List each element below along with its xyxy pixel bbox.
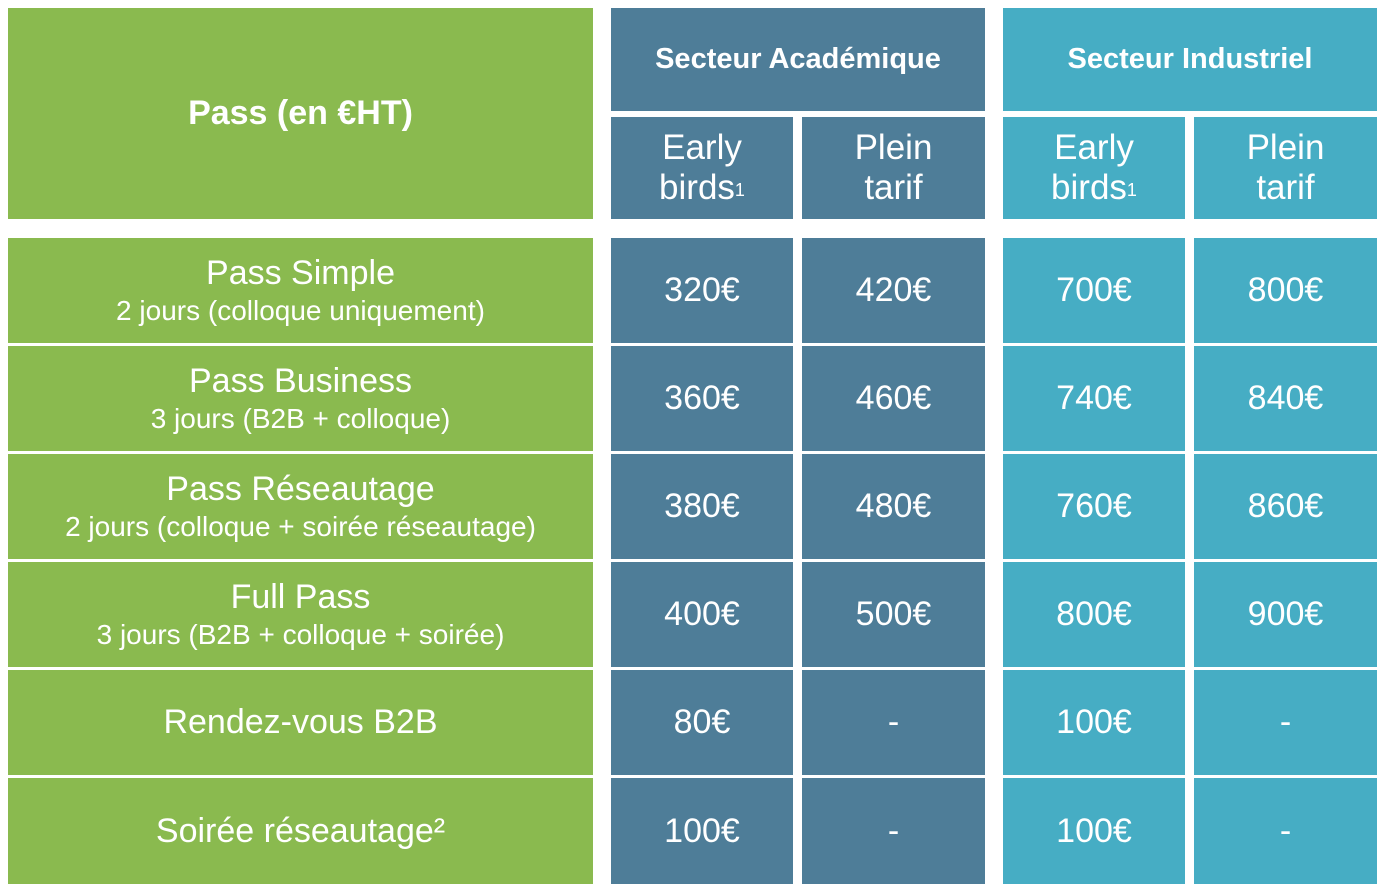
sector-industrial-label: Secteur Industriel (1067, 43, 1313, 75)
rendez-vous-b2b-industrial-early-price (1003, 670, 1185, 775)
academic-early-line2-wrap (659, 168, 745, 208)
pass-business-label-cell (8, 346, 593, 451)
industrial-early-birds-header (1003, 117, 1185, 219)
academic-early-line2: birds (659, 168, 735, 207)
pass-simple-label-cell (8, 238, 593, 343)
price-value: 380€ (664, 487, 740, 525)
price-value: 400€ (664, 595, 740, 633)
price-value: - (1279, 811, 1292, 850)
sector-industrial-header (1003, 8, 1377, 111)
price-value: 80€ (673, 703, 731, 741)
pass-business-academic-full-price (802, 346, 985, 451)
industrial-early-line2-wrap (1051, 168, 1137, 208)
price-value: 100€ (664, 811, 740, 850)
full-pass-desc: 3 jours (B2B + colloque + soirée) (96, 618, 505, 650)
pass-simple-desc: 2 jours (colloque uniquement) (116, 294, 485, 326)
soiree-reseautage-industrial-early-price (1003, 778, 1185, 884)
full-pass-title: Full Pass (230, 577, 371, 616)
pass-header-label: Pass (en €HT) (188, 94, 413, 132)
academic-early-footnote: 1 (734, 180, 745, 200)
pass-reseautage-academic-full-price (802, 454, 985, 559)
pass-reseautage-industrial-full-price (1194, 454, 1377, 559)
price-value: - (887, 811, 900, 850)
price-value: - (887, 703, 900, 741)
rendez-vous-b2b-industrial-full-price (1194, 670, 1377, 775)
rendez-vous-b2b-academic-early-price (611, 670, 793, 775)
academic-full-line1: Plein (854, 128, 933, 167)
pass-reseautage-academic-early-price (611, 454, 793, 559)
price-value: - (1279, 703, 1292, 741)
pass-business-title: Pass Business (189, 361, 412, 400)
full-pass-label-cell (8, 562, 593, 667)
soiree-reseautage-academic-full-price (802, 778, 985, 884)
price-value: 900€ (1247, 595, 1324, 633)
price-value: 100€ (1056, 703, 1132, 741)
full-pass-industrial-full-price (1194, 562, 1377, 667)
full-pass-academic-early-price (611, 562, 793, 667)
pass-reseautage-industrial-early-price (1003, 454, 1185, 559)
pass-reseautage-label-cell (8, 454, 593, 559)
price-value: 320€ (664, 271, 740, 309)
pass-simple-academic-early-price (611, 238, 793, 343)
full-pass-industrial-early-price (1003, 562, 1185, 667)
price-value: 460€ (855, 379, 932, 417)
pass-simple-academic-full-price (802, 238, 985, 343)
price-value: 360€ (664, 379, 740, 417)
price-value: 420€ (855, 271, 932, 309)
pass-header-cell (8, 8, 593, 219)
price-value: 800€ (1056, 595, 1132, 633)
soiree-reseautage-academic-early-price (611, 778, 793, 884)
pass-business-industrial-full-price (1194, 346, 1377, 451)
price-value: 100€ (1056, 811, 1132, 850)
price-value: 840€ (1247, 379, 1324, 417)
soiree-reseautage-label-cell (8, 778, 593, 884)
industrial-early-line2: birds (1051, 168, 1127, 207)
pass-business-academic-early-price (611, 346, 793, 451)
rendez-vous-b2b-academic-full-price (802, 670, 985, 775)
academic-full-price-header (802, 117, 985, 219)
rendez-vous-b2b-title: Rendez-vous B2B (163, 703, 438, 741)
soiree-reseautage-title: Soirée réseautage² (155, 811, 446, 850)
academic-full-line2: tarif (864, 168, 923, 207)
industrial-full-line1: Plein (1246, 128, 1325, 167)
industrial-full-line2: tarif (1256, 168, 1315, 207)
price-value: 480€ (855, 487, 932, 525)
pass-business-industrial-early-price (1003, 346, 1185, 451)
industrial-full-price-header (1194, 117, 1377, 219)
pass-business-desc: 3 jours (B2B + colloque) (150, 402, 451, 434)
full-pass-academic-full-price (802, 562, 985, 667)
pass-simple-industrial-early-price (1003, 238, 1185, 343)
price-value: 860€ (1247, 487, 1324, 525)
academic-early-line1: Early (662, 128, 742, 167)
pass-reseautage-title: Pass Réseautage (166, 469, 435, 508)
pass-reseautage-desc: 2 jours (colloque + soirée réseautage) (65, 510, 536, 542)
industrial-early-line1: Early (1054, 128, 1134, 167)
academic-early-birds-header (611, 117, 793, 219)
price-value: 800€ (1247, 271, 1324, 309)
price-value: 500€ (855, 595, 932, 633)
industrial-early-footnote: 1 (1126, 180, 1137, 200)
pass-simple-industrial-full-price (1194, 238, 1377, 343)
soiree-reseautage-industrial-full-price (1194, 778, 1377, 884)
price-value: 740€ (1056, 379, 1132, 417)
rendez-vous-b2b-label-cell (8, 670, 593, 775)
pass-simple-title: Pass Simple (206, 253, 395, 292)
price-value: 760€ (1056, 487, 1132, 525)
sector-academic-label: Secteur Académique (655, 43, 941, 75)
price-value: 700€ (1056, 271, 1132, 309)
sector-academic-header (611, 8, 985, 111)
